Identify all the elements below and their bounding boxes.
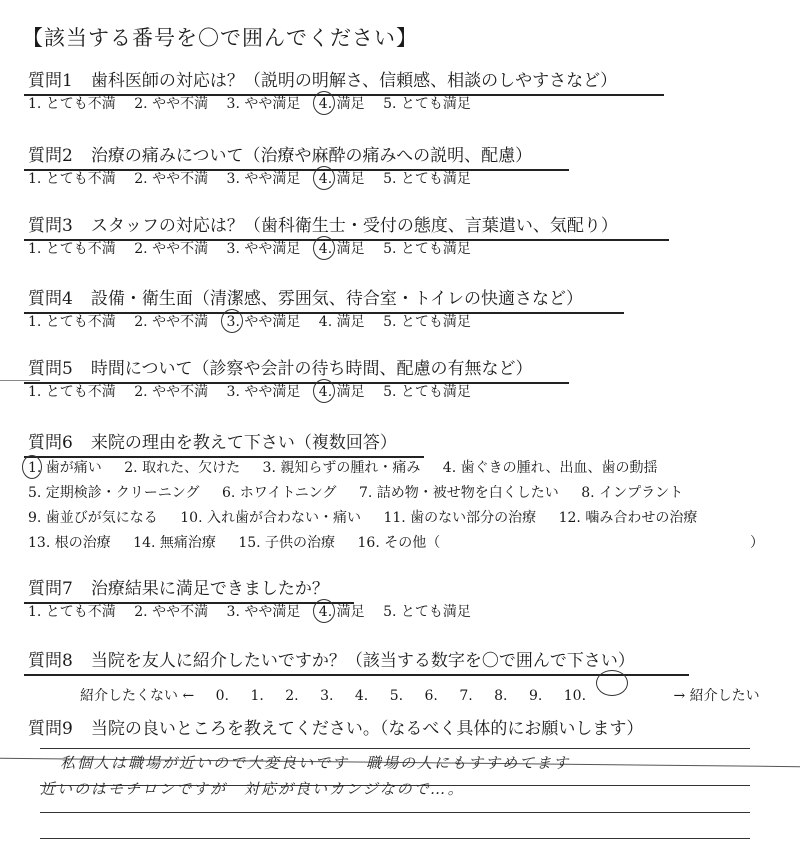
question-4-options [28,312,485,332]
question-text: 時間について（診察や会計の待ち時間、配慮の有無など） [90,359,533,379]
question-text: 治療の痛みについて（治療や麻酔の痛みへの説明、配慮） [90,146,533,166]
scale-1[interactable]: 1. [250,688,264,704]
selection-circle [313,91,335,115]
option-2[interactable]: 2. やや不満 [134,96,209,112]
answer-line-1 [40,748,750,749]
question-number: 質問6 [28,433,73,453]
scale-0[interactable]: 0. [215,688,229,704]
option-8[interactable]: 8. インプラント [581,485,684,501]
option-2[interactable]: 2. やや不満 [134,241,209,257]
other-close-paren: ） [750,535,764,551]
option-4-selected[interactable] [319,239,365,259]
option-1[interactable]: 1. とても不満 [28,314,116,330]
option-2[interactable]: 2. やや不満 [134,604,209,620]
scan-artifact-line [0,380,40,381]
scale-3[interactable]: 3. [320,688,334,704]
option-16[interactable]: 16. その他（ [357,535,441,551]
option-5[interactable]: 5. 定期検診・クリーニング [28,485,200,501]
option-4[interactable]: 4. 満足 [318,314,365,330]
option-4-label: 4. 満足 [318,604,365,620]
scale-right-label: → 紹介したい [673,688,760,704]
recommend-scale [80,674,777,706]
question-8 [28,650,760,704]
scale-6[interactable]: 6. [424,688,438,704]
selection-circle [596,670,628,696]
question-4 [28,288,583,330]
scale-8[interactable]: 8. [494,688,508,704]
question-7-title [28,578,329,600]
scale-2[interactable]: 2. [285,688,299,704]
question-2-options [28,169,485,189]
question-2-title [28,145,532,167]
option-1[interactable]: 1. とても不満 [28,384,116,400]
question-7-options [28,602,485,622]
question-text: 歯科医師の対応は？（説明の明解さ、信頼感、相談のしやすさなど） [90,71,618,91]
option-13[interactable]: 13. 根の治療 [28,535,111,551]
answer-line-3 [40,812,750,813]
scale-4[interactable]: 4. [354,688,369,704]
options-row-4 [28,533,458,553]
selection-circle [221,309,243,333]
scale-7[interactable]: 7. [459,688,473,704]
option-4-label: 4. 満足 [318,171,365,187]
option-1[interactable]: 1. とても不満 [28,171,116,187]
option-4[interactable]: 4. 歯ぐきの腫れ、出血、歯の動揺 [442,460,658,476]
question-5-title [28,358,533,380]
handwritten-answer-line-1: 私個人は職場が近いので大変良いです 職場の人にもすすめてます [60,754,571,772]
scale-left-label: 紹介したくない ← [80,688,195,704]
scale-5[interactable]: 5. [389,688,404,704]
option-2[interactable]: 2. 取れた、欠けた [124,460,241,476]
question-number: 質問7 [28,579,73,599]
question-number: 質問8 [28,651,73,671]
option-7[interactable]: 7. 詰め物・被せ物を白くしたい [359,485,559,501]
option-2[interactable]: 2. やや不満 [134,171,209,187]
option-3[interactable]: 3. やや満足 [226,604,301,620]
option-1[interactable]: 1. とても不満 [28,241,116,257]
option-4-label: 4. 満足 [318,241,365,257]
option-11[interactable]: 11. 歯のない部分の治療 [383,510,537,526]
question-number: 質問4 [28,289,73,309]
question-number: 質問9 [28,719,73,739]
options-row-3 [28,508,715,528]
option-3[interactable]: 3. やや満足 [226,241,301,257]
option-1-label: 1. 歯が痛い [28,460,102,476]
option-5[interactable]: 5. とても満足 [383,384,471,400]
options-row-2 [28,483,701,503]
option-2[interactable]: 2. やや不満 [134,314,209,330]
question-1-title [28,70,617,92]
scale-9[interactable]: 9. [528,688,543,704]
question-4-title [28,288,583,310]
option-3[interactable]: 3. やや満足 [226,384,301,400]
question-text: 治療結果に満足できましたか？ [90,579,329,599]
option-14[interactable]: 14. 無痛治療 [133,535,216,551]
selection-circle [313,599,335,623]
option-5[interactable]: 5. とても満足 [383,171,471,187]
option-2[interactable]: 2. やや不満 [134,384,209,400]
option-3[interactable]: 3. 親知らずの腫れ・痛み [262,460,421,476]
option-3[interactable]: 3. やや満足 [226,96,301,112]
option-5[interactable]: 5. とても満足 [383,604,471,620]
option-1[interactable]: 1. とても不満 [28,96,116,112]
option-1[interactable]: 1. とても不満 [28,604,116,620]
selection-circle [22,455,42,479]
question-1 [28,70,618,112]
option-6[interactable]: 6. ホワイトニング [221,485,337,501]
question-9-title [28,718,643,740]
question-3-title [28,215,618,237]
question-3 [28,215,618,257]
question-number: 質問3 [28,216,73,236]
page-title: 【該当する番号を〇で囲んでください】 [22,26,418,50]
question-5-options [28,382,485,402]
question-7 [28,578,471,620]
scale-10-label: 10. [563,688,587,704]
option-10[interactable]: 10. 入れ歯が合わない・痛い [180,510,361,526]
question-text: スタッフの対応は？（歯科衛生士・受付の態度、言葉遣い、気配り） [90,216,618,236]
selection-circle [313,236,335,260]
option-5[interactable]: 5. とても満足 [383,314,471,330]
question-6 [28,432,764,551]
option-4-label: 4. 満足 [318,384,365,400]
question-text: 来院の理由を教えて下さい（複数回答） [90,433,397,453]
handwritten-answer-line-2: 近いのはモチロンですが 対応が良いカンジなので…。 [40,780,465,798]
selection-circle [313,166,335,190]
scale-10-selected[interactable] [564,674,652,706]
option-1-selected[interactable] [28,458,102,478]
question-3-options [28,239,485,259]
option-4-selected[interactable] [319,382,365,402]
option-12[interactable]: 12. 噛み合わせの治療 [558,510,698,526]
question-text: 設備・衛生面（清潔感、雰囲気、待合室・トイレの快適さなど） [90,289,583,309]
option-3-selected[interactable] [227,312,301,332]
question-text: 当院の良いところを教えてください。（なるべく具体的にお願いします） [90,719,644,739]
selection-circle [313,379,335,403]
options-row-1 [28,458,675,478]
question-number: 質問5 [28,359,73,379]
option-15[interactable]: 15. 子供の治療 [238,535,336,551]
question-2 [28,145,533,187]
option-4-selected[interactable] [319,602,365,622]
question-number: 質問1 [28,71,73,91]
option-5[interactable]: 5. とても満足 [383,96,471,112]
option-4-selected[interactable] [319,94,365,114]
question-9 [28,718,643,740]
question-6-title [28,432,397,454]
option-3-label: 3. やや満足 [226,314,301,330]
question-number: 質問2 [28,146,73,166]
answer-line-4 [40,838,750,839]
option-9[interactable]: 9. 歯並びが気になる [28,510,158,526]
option-4-label: 4. 満足 [318,96,365,112]
question-5 [28,358,533,400]
option-3[interactable]: 3. やや満足 [226,171,301,187]
question-text: 当院を友人に紹介したいですか？（該当する数字を〇で囲んで下さい） [90,651,635,671]
option-4-selected[interactable] [319,169,365,189]
question-1-options [28,94,485,114]
question-8-title [28,650,635,672]
option-5[interactable]: 5. とても満足 [383,241,471,257]
